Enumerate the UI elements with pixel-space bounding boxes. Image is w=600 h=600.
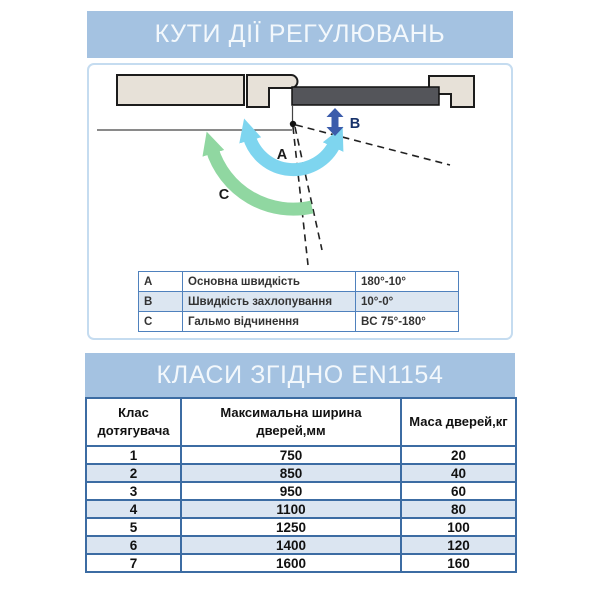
cell-class: 7 xyxy=(86,554,181,572)
main-speed-arc-arrow-a xyxy=(249,136,335,170)
section1-title: КУТИ ДІЇ РЕГУЛЮВАНЬ xyxy=(154,20,446,48)
cell-mass: 100 xyxy=(401,518,516,536)
latching-speed-arrow-b xyxy=(327,108,344,136)
cell-max-width: 1250 xyxy=(181,518,401,536)
legend-name: Швидкість захлопування xyxy=(183,292,356,312)
cell-mass: 20 xyxy=(401,446,516,464)
cell-max-width: 950 xyxy=(181,482,401,500)
table-row xyxy=(86,482,516,500)
legend-row xyxy=(139,292,459,312)
adjustment-angles-panel xyxy=(87,63,513,340)
door-position-dashed-line-1 xyxy=(293,127,308,265)
table-row xyxy=(86,464,516,482)
cell-class: 6 xyxy=(86,536,181,554)
section1-title-bar xyxy=(87,11,513,58)
label-c: C xyxy=(218,187,230,203)
table-row xyxy=(86,500,516,518)
cell-mass: 120 xyxy=(401,536,516,554)
label-a: A xyxy=(276,147,288,163)
cell-class: 2 xyxy=(86,464,181,482)
cell-mass: 80 xyxy=(401,500,516,518)
cell-class: 5 xyxy=(86,518,181,536)
table-row xyxy=(86,536,516,554)
legend-value: 180°-10° xyxy=(356,272,459,292)
section2-title-bar xyxy=(85,353,515,397)
col-header-class: Клас дотягувача xyxy=(86,398,181,446)
left-wall xyxy=(117,75,244,105)
en1154-classes-table xyxy=(85,397,517,573)
cell-class: 3 xyxy=(86,482,181,500)
cell-max-width: 850 xyxy=(181,464,401,482)
legend-key: C xyxy=(139,312,183,332)
legend-value: 10°-0° xyxy=(356,292,459,312)
cell-max-width: 750 xyxy=(181,446,401,464)
legend-row xyxy=(139,312,459,332)
door-leaf-closed xyxy=(292,87,439,105)
table-row xyxy=(86,446,516,464)
legend-value: BC 75°-180° xyxy=(356,312,459,332)
label-b: B xyxy=(349,116,361,132)
col-header-mass: Маса дверей,кг xyxy=(401,398,516,446)
pivot-point xyxy=(290,121,296,127)
cell-max-width: 1100 xyxy=(181,500,401,518)
table-row xyxy=(86,518,516,536)
cell-max-width: 1600 xyxy=(181,554,401,572)
cell-class: 4 xyxy=(86,500,181,518)
adjustment-legend-table xyxy=(138,271,459,332)
col-header-max-width: Максимальна ширина дверей,мм xyxy=(181,398,401,446)
legend-name: Основна швидкість xyxy=(183,272,356,292)
cell-class: 1 xyxy=(86,446,181,464)
left-door-jamb xyxy=(247,75,298,107)
legend-row xyxy=(139,272,459,292)
table-row xyxy=(86,554,516,572)
cell-mass: 40 xyxy=(401,464,516,482)
legend-name: Гальмо відчинення xyxy=(183,312,356,332)
legend-key: B xyxy=(139,292,183,312)
section2-title: КЛАСИ ЗГІДНО EN1154 xyxy=(156,360,444,389)
cell-max-width: 1400 xyxy=(181,536,401,554)
table-header-row xyxy=(86,398,516,446)
cell-mass: 60 xyxy=(401,482,516,500)
cell-mass: 160 xyxy=(401,554,516,572)
legend-key: A xyxy=(139,272,183,292)
